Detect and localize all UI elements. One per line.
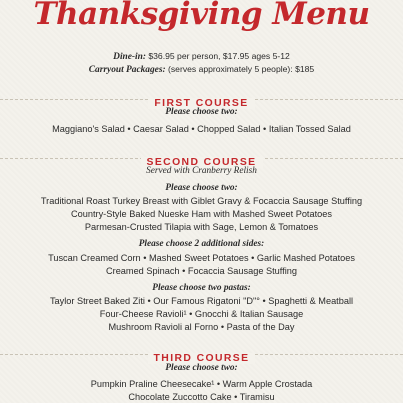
sides-item: Tuscan Creamed Corn • Mashed Sweet Potatoes • Garlic Mashed Potatoes: [48, 253, 355, 263]
dine-in-text: $36.95 per person, $17.95 ages 5-12: [145, 51, 290, 61]
menu-title: Thanksgiving Menu: [33, 0, 370, 32]
pasta-item: Mushroom Ravioli al Forno • Pasta of the Day: [108, 322, 295, 332]
third-course-header: [0, 348, 403, 364]
first-course-instruction: Please choose two:: [165, 107, 238, 117]
pasta-item: Taylor Street Baked Ziti • Our Famous Rigatoni "D"° • Spaghetti & Meatball: [49, 296, 354, 306]
entree-item: Country-Style Baked Nueske Ham with Mashed Sweet Potatoes: [71, 209, 332, 219]
sides-instruction: Please choose 2 additional sides:: [138, 239, 265, 249]
second-course-header: [0, 152, 403, 168]
third-course-heading: THIRD COURSE: [148, 353, 256, 364]
pasta-item: Four-Cheese Ravioli¹ • Gnocchi & Italian Sausage: [99, 309, 304, 319]
dessert-item: Pumpkin Praline Cheesecake¹ • Warm Apple Crostada: [90, 379, 313, 389]
first-course-items: Maggiano's Salad • Caesar Salad • Chopped Salad • Italian Tossed Salad: [52, 124, 351, 134]
dine-in-label: Dine-in:: [113, 52, 146, 62]
entree-item: Traditional Roast Turkey Breast with Giblet Gravy & Focaccia Sausage Stuffing: [40, 196, 363, 206]
sides-item: Creamed Spinach • Focaccia Sausage Stuffing: [106, 266, 297, 276]
dine-in-pricing: [0, 51, 403, 62]
first-course-header: [0, 93, 403, 109]
dessert-item: Chocolate Zuccotto Cake • Tiramisu: [128, 392, 275, 402]
carryout-label: Carryout Packages:: [88, 65, 166, 75]
entree-item: Parmesan-Crusted Tilapia with Sage, Lemon & Tomatoes: [84, 222, 319, 232]
pastas-instruction: Please choose two pastas:: [152, 283, 251, 293]
third-course-instruction: Please choose two:: [165, 363, 238, 373]
carryout-pricing: [0, 64, 403, 75]
first-course-heading: FIRST COURSE: [148, 98, 254, 109]
second-course-heading: SECOND COURSE: [141, 157, 263, 168]
carryout-text: (serves approximately 5 people): $185: [165, 64, 315, 74]
second-course-instruction: Please choose two:: [165, 183, 238, 193]
second-course-served: Served with Cranberry Relish: [146, 166, 257, 176]
